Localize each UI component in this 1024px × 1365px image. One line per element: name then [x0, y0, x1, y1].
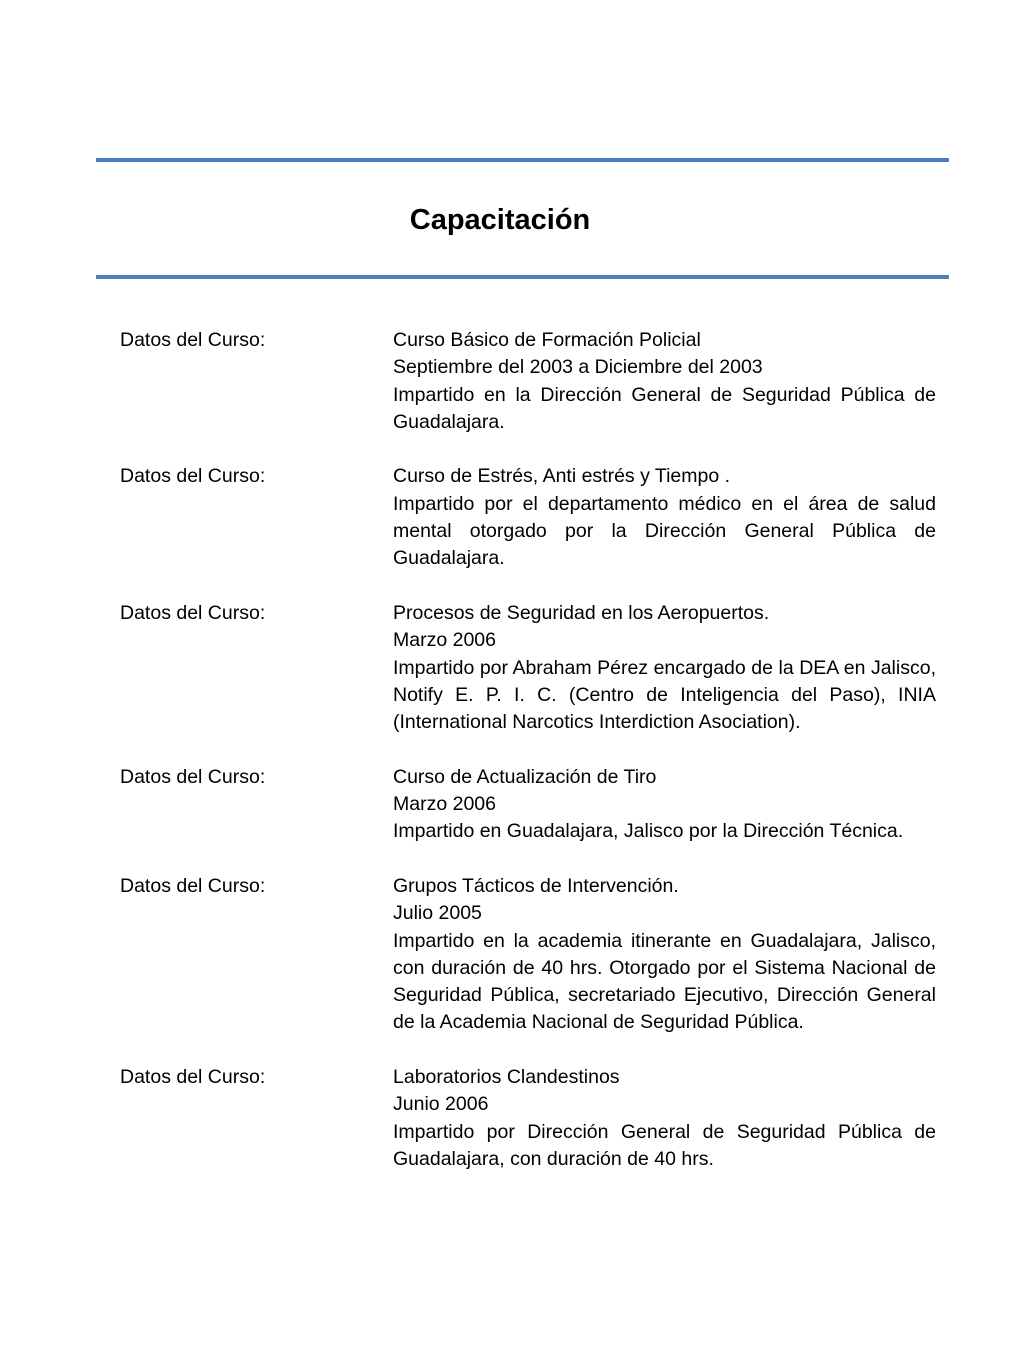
- course-details: Impartido por Abraham Pérez encargado de la DEA en Jalisco, Notify E. P. I. C. (Centro de Inteligencia del Paso), INIA (International Narcotics Interdiction Asociation).: [393, 656, 936, 734]
- course-details: Impartido en la academia itinerante en Guadalajara, Jalisco, con duración de 40 hrs. Otorgado por el Sistema Nacional de Seguridad Pública, secretariado Ejecutivo, Dirección General de la Academia Nacional de Seguridad Pública.: [393, 929, 936, 1034]
- course-details: Impartido por el departamento médico en el área de salud mental otorgado por la Dirección General Pública de Guadalajara.: [393, 492, 936, 570]
- course-body: [393, 764, 936, 846]
- bottom-divider: [96, 275, 949, 279]
- course-name: Curso de Actualización de Tiro: [393, 765, 657, 788]
- course-label: Datos del Curso:: [120, 329, 266, 351]
- course-entry: [120, 463, 936, 572]
- course-body: [393, 600, 936, 736]
- course-label: Datos del Curso:: [120, 874, 266, 897]
- course-name: Procesos de Seguridad en los Aeropuertos.: [393, 601, 770, 624]
- course-label: Datos del Curso:: [120, 465, 266, 488]
- course-entry: [120, 327, 936, 436]
- course-body: [393, 463, 936, 572]
- top-divider: [96, 158, 949, 162]
- course-details: Impartido por Dirección General de Seguridad Pública de Guadalajara, con duración de 40 hrs.: [393, 1120, 936, 1170]
- course-body: [393, 873, 936, 1037]
- course-list: [120, 327, 936, 1201]
- course-details: Impartido en Guadalajara, Jalisco por la Dirección Técnica.: [393, 820, 904, 843]
- course-body: [393, 1064, 936, 1173]
- course-details: Impartido en la Dirección General de Seguridad Pública de Guadalajara.: [393, 383, 936, 433]
- course-name: Grupos Tácticos de Intervención.: [393, 874, 679, 897]
- course-entry: [120, 1064, 936, 1173]
- course-name: Curso de Estrés, Anti estrés y Tiempo .: [393, 465, 731, 488]
- course-body: [393, 327, 936, 436]
- course-name: Curso Básico de Formación Policial: [393, 329, 701, 351]
- course-entry: [120, 873, 936, 1037]
- course-entry: [120, 764, 936, 846]
- course-entry: [120, 600, 936, 736]
- course-date: Marzo 2006: [393, 629, 496, 652]
- page-title: Capacitación: [409, 204, 591, 236]
- course-name: Laboratorios Clandestinos: [393, 1066, 620, 1089]
- course-date: Julio 2005: [393, 902, 482, 925]
- course-date: Junio 2006: [393, 1093, 489, 1116]
- course-label: Datos del Curso:: [120, 601, 266, 624]
- course-date: Septiembre del 2003 a Diciembre del 2003: [393, 356, 763, 379]
- course-date: Marzo 2006: [393, 793, 496, 816]
- course-label: Datos del Curso:: [120, 1066, 266, 1089]
- course-label: Datos del Curso:: [120, 765, 266, 788]
